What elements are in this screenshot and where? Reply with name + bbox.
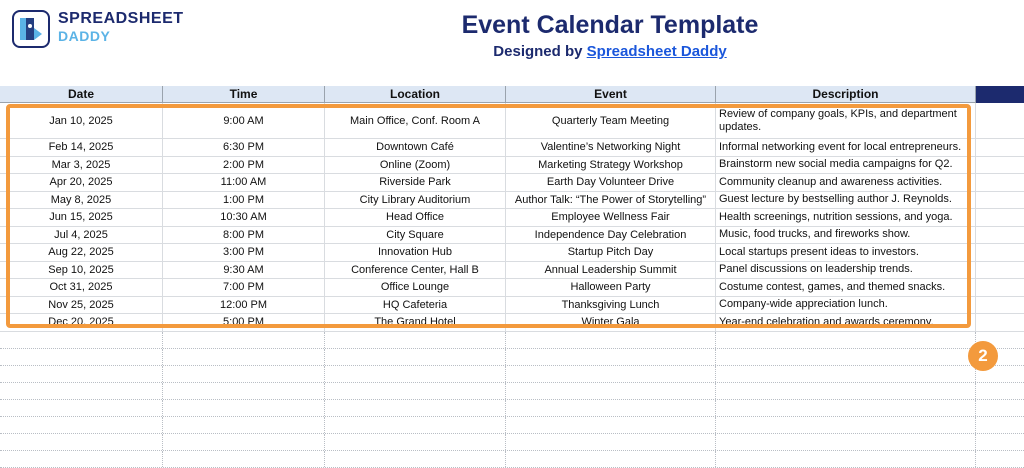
cell-time[interactable]: 5:00 PM <box>163 314 325 331</box>
column-divider <box>715 383 716 399</box>
header-accent-cell <box>976 86 1024 103</box>
column-divider <box>162 451 163 467</box>
cell-location[interactable]: City Library Auditorium <box>325 192 506 209</box>
column-divider <box>715 349 716 365</box>
column-divider <box>324 400 325 416</box>
column-divider <box>505 349 506 365</box>
column-divider <box>324 332 325 348</box>
column-divider <box>324 417 325 433</box>
highlight-callout-box <box>6 104 971 328</box>
cell-event[interactable]: Marketing Strategy Workshop <box>506 157 716 174</box>
column-divider <box>975 400 976 416</box>
cell-description[interactable]: Community cleanup and awareness activities. <box>716 174 976 191</box>
cell-description[interactable]: Year-end celebration and awards ceremony. <box>716 314 976 331</box>
column-divider <box>715 400 716 416</box>
cell-description[interactable]: Company-wide appreciation lunch. <box>716 297 976 314</box>
cell-time[interactable]: 9:30 AM <box>163 262 325 279</box>
cell-date[interactable]: Sep 10, 2025 <box>0 262 163 279</box>
sheet-top-row <box>0 72 1024 87</box>
empty-row <box>0 417 1024 434</box>
column-divider <box>505 417 506 433</box>
cell-description[interactable]: Brainstorm new social media campaigns for Q2. <box>716 157 976 174</box>
column-header-event[interactable]: Event <box>506 86 716 103</box>
empty-row <box>0 400 1024 417</box>
brand-main: SPREADSHEET <box>58 10 184 27</box>
cell-event[interactable]: Winter Gala <box>506 314 716 331</box>
column-divider <box>162 366 163 382</box>
cell-event[interactable]: Halloween Party <box>506 279 716 296</box>
column-divider <box>975 434 976 450</box>
column-header-date[interactable]: Date <box>0 86 163 103</box>
empty-row <box>0 332 1024 349</box>
column-divider <box>324 383 325 399</box>
cell-description[interactable]: Review of company goals, KPIs, and department updates. <box>716 103 976 138</box>
brand-sub: DADDY <box>58 28 111 44</box>
empty-row <box>0 451 1024 468</box>
cell-description[interactable]: Informal networking event for local entrepreneurs. <box>716 139 976 156</box>
cell-location[interactable]: Innovation Hub <box>325 244 506 261</box>
column-divider <box>162 349 163 365</box>
column-divider <box>162 417 163 433</box>
cell-time[interactable]: 7:00 PM <box>163 279 325 296</box>
cell-event[interactable]: Independence Day Celebration <box>506 227 716 244</box>
cell-description[interactable]: Music, food trucks, and fireworks show. <box>716 227 976 244</box>
cell-event[interactable]: Quarterly Team Meeting <box>506 103 716 138</box>
cell-event[interactable]: Startup Pitch Day <box>506 244 716 261</box>
cell-description[interactable]: Health screenings, nutrition sessions, and yoga. <box>716 209 976 226</box>
cell-date[interactable]: Jun 15, 2025 <box>0 209 163 226</box>
cell-date[interactable]: May 8, 2025 <box>0 192 163 209</box>
column-divider <box>162 400 163 416</box>
cell-location[interactable]: Main Office, Conf. Room A <box>325 103 506 138</box>
subtitle-prefix: Designed by <box>493 43 587 60</box>
column-divider <box>975 383 976 399</box>
cell-location[interactable]: The Grand Hotel <box>325 314 506 331</box>
cell-time[interactable]: 10:30 AM <box>163 209 325 226</box>
empty-row <box>0 434 1024 451</box>
cell-event[interactable]: Employee Wellness Fair <box>506 209 716 226</box>
column-divider <box>975 417 976 433</box>
cell-date[interactable]: Dec 20, 2025 <box>0 314 163 331</box>
cell-time[interactable]: 2:00 PM <box>163 157 325 174</box>
cell-location[interactable]: Office Lounge <box>325 279 506 296</box>
column-divider <box>324 366 325 382</box>
column-divider <box>324 434 325 450</box>
spreadsheet-daddy-link[interactable]: Spreadsheet Daddy <box>586 43 727 60</box>
column-divider <box>715 417 716 433</box>
column-divider <box>505 366 506 382</box>
page-subtitle <box>0 43 1024 60</box>
cell-time[interactable]: 3:00 PM <box>163 244 325 261</box>
cell-time[interactable]: 6:30 PM <box>163 139 325 156</box>
column-divider <box>505 400 506 416</box>
cell-date[interactable]: Jul 4, 2025 <box>0 227 163 244</box>
empty-row <box>0 383 1024 400</box>
column-divider <box>505 383 506 399</box>
cell-date[interactable]: Oct 31, 2025 <box>0 279 163 296</box>
cell-date[interactable]: Mar 3, 2025 <box>0 157 163 174</box>
column-divider <box>505 332 506 348</box>
cell-event[interactable]: Thanksgiving Lunch <box>506 297 716 314</box>
cell-event[interactable]: Valentine’s Networking Night <box>506 139 716 156</box>
column-divider <box>324 349 325 365</box>
cell-time[interactable]: 12:00 PM <box>163 297 325 314</box>
column-divider <box>162 383 163 399</box>
cell-description[interactable]: Local startups present ideas to investors. <box>716 244 976 261</box>
cell-time[interactable]: 1:00 PM <box>163 192 325 209</box>
cell-location[interactable]: HQ Cafeteria <box>325 297 506 314</box>
cell-event[interactable]: Earth Day Volunteer Drive <box>506 174 716 191</box>
cell-description[interactable]: Costume contest, games, and themed snacks. <box>716 279 976 296</box>
cell-date[interactable]: Nov 25, 2025 <box>0 297 163 314</box>
cell-location[interactable]: Riverside Park <box>325 174 506 191</box>
cell-date[interactable]: Apr 20, 2025 <box>0 174 163 191</box>
column-divider <box>715 332 716 348</box>
column-divider <box>505 434 506 450</box>
cell-date[interactable]: Aug 22, 2025 <box>0 244 163 261</box>
column-divider <box>715 366 716 382</box>
column-divider <box>715 434 716 450</box>
column-divider <box>505 451 506 467</box>
cell-location[interactable]: City Square <box>325 227 506 244</box>
column-divider <box>715 451 716 467</box>
column-divider <box>162 434 163 450</box>
cell-location[interactable]: Downtown Café <box>325 139 506 156</box>
cell-time[interactable]: 9:00 AM <box>163 103 325 138</box>
cell-event[interactable]: Annual Leadership Summit <box>506 262 716 279</box>
cell-time[interactable]: 8:00 PM <box>163 227 325 244</box>
column-header-location[interactable]: Location <box>325 86 506 103</box>
cell-event[interactable]: Author Talk: “The Power of Storytelling” <box>506 192 716 209</box>
column-header-time[interactable]: Time <box>163 86 325 103</box>
cell-description[interactable]: Panel discussions on leadership trends. <box>716 262 976 279</box>
column-header-description[interactable]: Description <box>716 86 976 103</box>
cell-date[interactable]: Feb 14, 2025 <box>0 139 163 156</box>
cell-location[interactable]: Conference Center, Hall B <box>325 262 506 279</box>
cell-location[interactable]: Head Office <box>325 209 506 226</box>
cell-date[interactable]: Jan 10, 2025 <box>0 103 163 138</box>
cell-location[interactable]: Online (Zoom) <box>325 157 506 174</box>
page-title: Event Calendar Template <box>461 11 759 39</box>
column-divider <box>324 451 325 467</box>
callout-badge: 2 <box>968 341 998 371</box>
empty-row <box>0 366 1024 383</box>
empty-row <box>0 349 1024 366</box>
cell-description[interactable]: Guest lecture by bestselling author J. Reynolds. <box>716 192 976 209</box>
column-divider <box>975 451 976 467</box>
column-divider <box>162 332 163 348</box>
cell-time[interactable]: 11:00 AM <box>163 174 325 191</box>
